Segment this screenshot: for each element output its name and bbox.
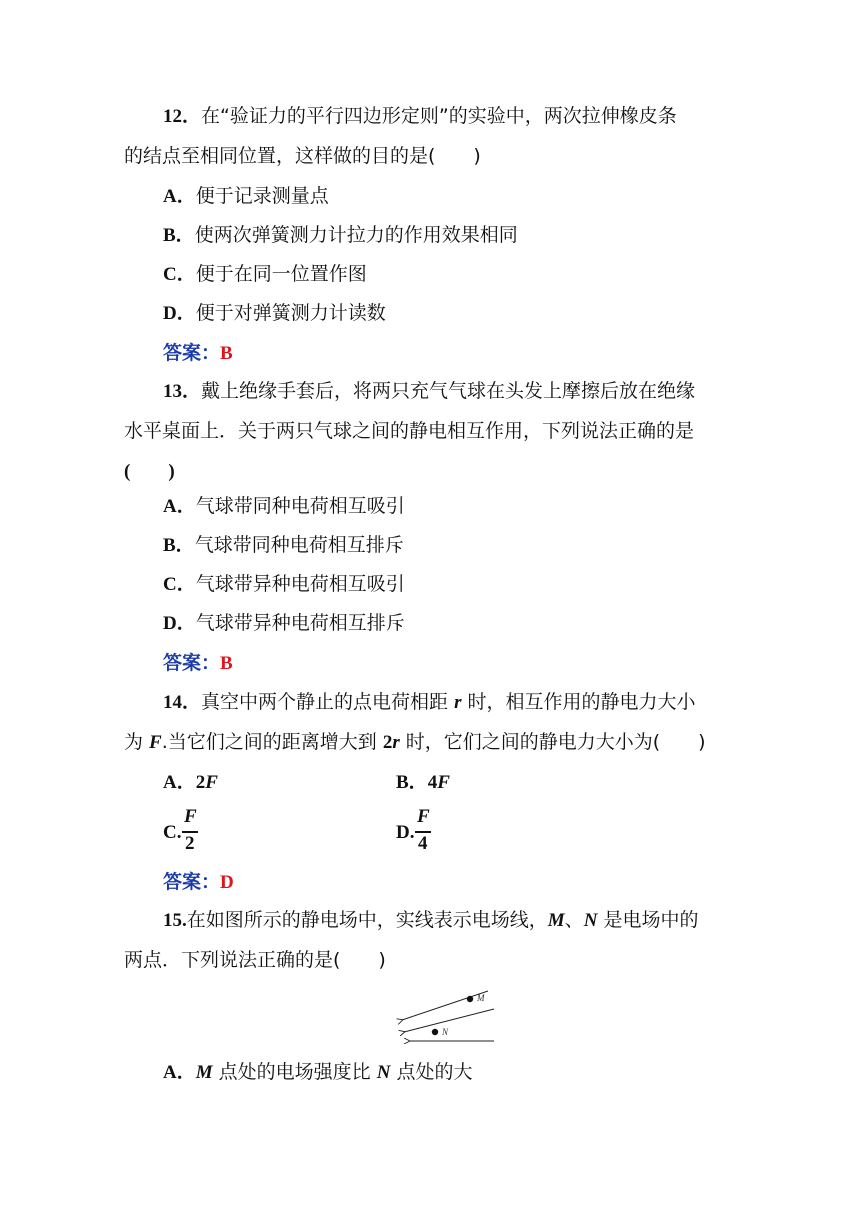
q12-option-c[interactable] bbox=[163, 261, 367, 288]
q12-number: 12． bbox=[163, 106, 202, 127]
q14-option-c-fraction bbox=[181, 806, 201, 856]
q15-line1 bbox=[163, 907, 698, 934]
fraction-numerator: F bbox=[417, 806, 430, 827]
option-coef: 4 bbox=[427, 772, 438, 793]
q13-option-c[interactable] bbox=[163, 571, 405, 598]
point-n-dot bbox=[432, 1029, 438, 1035]
option-var: F bbox=[437, 772, 450, 793]
q15-number: 15. bbox=[163, 910, 187, 931]
q15-text: 是电场中的 bbox=[597, 909, 699, 931]
q14-option-c[interactable] bbox=[163, 819, 181, 846]
q14-line2 bbox=[124, 729, 706, 756]
q13-option-d[interactable] bbox=[163, 610, 405, 637]
q14-text: 时，它们之间的静电力大小为( ) bbox=[399, 731, 706, 753]
q13-number: 13． bbox=[163, 381, 202, 402]
q14-text: 时，相互作用的静电力大小 bbox=[461, 691, 696, 713]
option-text: 使两次弹簧测力计拉力的作用效果相同 bbox=[194, 224, 518, 246]
q15-var-n: N bbox=[583, 910, 598, 931]
option-text: 气球带异种电荷相互吸引 bbox=[195, 573, 405, 595]
q14-var-r: r bbox=[454, 692, 462, 713]
q12-option-d[interactable] bbox=[163, 300, 386, 327]
q15-stem-line2 bbox=[124, 947, 386, 973]
option-label: B． bbox=[396, 772, 428, 793]
q15-option-a[interactable] bbox=[163, 1059, 473, 1086]
option-text: 点处的大 bbox=[390, 1061, 473, 1083]
option-text: 气球带同种电荷相互吸引 bbox=[195, 495, 405, 517]
point-n-label: N bbox=[442, 1027, 449, 1037]
q13-stem-line3-text: ( ) bbox=[124, 461, 175, 482]
q15-var-m: M bbox=[547, 910, 565, 931]
q15-stem-line2-text: 两点．下列说法正确的是( ) bbox=[124, 949, 386, 971]
q14-text: 真空中两个静止的点电荷相距 bbox=[201, 691, 455, 713]
q14-var-f: F bbox=[149, 732, 162, 753]
answer-value: D bbox=[220, 872, 234, 893]
q14-answer bbox=[163, 869, 234, 896]
q13-option-b[interactable] bbox=[163, 532, 404, 559]
option-label: A． bbox=[163, 186, 196, 207]
q13-option-a[interactable] bbox=[163, 493, 405, 520]
q12-option-b[interactable] bbox=[163, 222, 518, 249]
option-text: 气球带同种电荷相互排斥 bbox=[194, 534, 404, 556]
q12-option-a[interactable] bbox=[163, 183, 329, 210]
option-label: D. bbox=[396, 822, 415, 843]
point-m-dot bbox=[467, 996, 473, 1002]
option-label: B． bbox=[163, 535, 195, 556]
option-var-n: N bbox=[376, 1062, 391, 1083]
answer-value: B bbox=[220, 343, 233, 364]
q12-stem-line2 bbox=[124, 143, 481, 169]
field-line-middle bbox=[404, 1009, 494, 1032]
q13-answer bbox=[163, 650, 233, 677]
q12-line1 bbox=[163, 103, 677, 130]
option-label: A． bbox=[163, 772, 196, 793]
q14-text: 为 bbox=[124, 731, 150, 753]
q15-text: 在如图所示的静电场中，实线表示电场线， bbox=[186, 909, 548, 931]
q12-stem-line1: 在“验证力的平行四边形定则”的实验中，两次拉伸橡皮条 bbox=[201, 105, 677, 127]
option-label: B． bbox=[163, 225, 195, 246]
answer-value: B bbox=[220, 653, 233, 674]
option-label: A． bbox=[163, 496, 196, 517]
answer-label: 答案： bbox=[163, 652, 221, 674]
q14-var-r2: r bbox=[392, 732, 400, 753]
q14-text: .当它们之间的距离增大到 bbox=[161, 731, 383, 753]
fraction-denominator: 4 bbox=[418, 833, 428, 854]
q14-option-d[interactable] bbox=[396, 819, 414, 846]
q13-stem-line2 bbox=[124, 418, 694, 444]
option-text: 便于对弹簧测力计读数 bbox=[195, 302, 386, 324]
q13-stem-line3 bbox=[124, 458, 175, 485]
option-label: A． bbox=[163, 1062, 196, 1083]
option-text: 便于在同一位置作图 bbox=[195, 263, 367, 285]
q13-line1 bbox=[163, 378, 695, 405]
field-line-top bbox=[402, 991, 488, 1020]
option-var-m: M bbox=[195, 1062, 213, 1083]
option-var: F bbox=[205, 772, 218, 793]
option-label: D． bbox=[163, 303, 196, 324]
q14-option-d-fraction bbox=[414, 806, 434, 856]
q13-stem-line2-text: 水平桌面上．关于两只气球之间的静电相互作用，下列说法正确的是 bbox=[124, 420, 695, 442]
q13-stem-line1: 戴上绝缘手套后，将两只充气气球在头发上摩擦后放在绝缘 bbox=[201, 380, 696, 402]
point-m-label: M bbox=[477, 993, 485, 1003]
q14-line1 bbox=[163, 689, 696, 716]
q12-stem-line2-text: 的结点至相同位置，这样做的目的是( ) bbox=[124, 145, 481, 167]
fraction-numerator: F bbox=[184, 806, 197, 827]
q15-text: 、 bbox=[564, 909, 584, 931]
option-coef: 2 bbox=[195, 772, 206, 793]
option-label: C. bbox=[163, 822, 182, 843]
q14-num: 2 bbox=[382, 732, 393, 753]
q14-option-a[interactable] bbox=[163, 769, 218, 796]
option-label: D． bbox=[163, 613, 196, 634]
fraction-denominator: 2 bbox=[185, 833, 195, 854]
option-label: C． bbox=[163, 264, 196, 285]
q12-answer bbox=[163, 340, 233, 367]
option-text: 便于记录测量点 bbox=[195, 185, 329, 207]
option-text: 气球带异种电荷相互排斥 bbox=[195, 612, 405, 634]
electric-field-figure bbox=[390, 985, 505, 1045]
option-text: 点处的电场强度比 bbox=[212, 1061, 377, 1083]
q14-number: 14． bbox=[163, 692, 202, 713]
option-label: C． bbox=[163, 574, 196, 595]
answer-label: 答案： bbox=[163, 342, 221, 364]
q14-option-b[interactable] bbox=[396, 769, 450, 796]
answer-label: 答案： bbox=[163, 871, 221, 893]
